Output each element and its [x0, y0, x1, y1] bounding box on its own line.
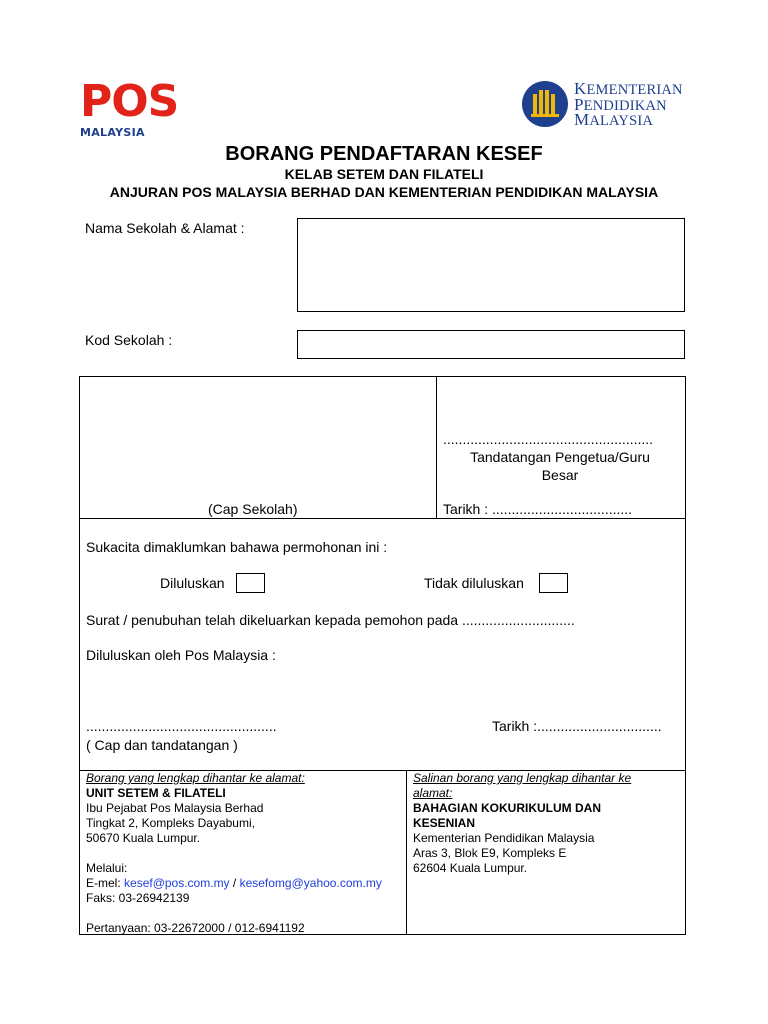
dept-name-1: BAHAGIAN KOKURIKULUM DAN	[413, 801, 601, 815]
signature-line: ......................................................	[443, 431, 654, 447]
school-name-field[interactable]	[297, 218, 685, 312]
not-approved-checkbox[interactable]	[539, 573, 568, 593]
right-address-line3: 62604 Kuala Lumpur.	[413, 861, 528, 875]
email-link-yahoo[interactable]: kesefomg@yahoo.com.my	[239, 876, 382, 890]
approved-checkbox[interactable]	[236, 573, 265, 593]
right-address	[413, 771, 631, 876]
approval-intro: Sukacita dimaklumkan bahawa permohonan ini :	[86, 539, 388, 555]
via-label: Melalui:	[86, 861, 128, 875]
form-organizer: ANJURAN POS MALAYSIA BERHAD DAN KEMENTERIAN PENDIDIKAN MALAYSIA	[109, 184, 659, 200]
form-subtitle: KELAB SETEM DAN FILATELI	[284, 166, 484, 182]
unit-name: UNIT SETEM & FILATELI	[86, 786, 226, 800]
enquiry-line: Pertanyaan: 03-22672000 / 012-6941192	[86, 921, 305, 935]
kementerian-logo	[521, 80, 693, 130]
approved-by-label: Diluluskan oleh Pos Malaysia :	[86, 647, 276, 663]
school-stamp-label: (Cap Sekolah)	[208, 501, 298, 517]
left-address-heading: Borang yang lengkap dihantar ke alamat:	[86, 771, 305, 785]
right-address-line1: Kementerian Pendidikan Malaysia	[413, 831, 595, 845]
signature-label: Tandatangan Pengetua/Guru Besar	[470, 449, 650, 483]
left-address-line3: 50670 Kuala Lumpur.	[86, 831, 201, 845]
left-address-line2: Tingkat 2, Kompleks Dayabumi,	[86, 816, 255, 830]
right-address-heading-2: alamat:	[413, 786, 453, 800]
kpm-emblem-icon	[521, 80, 569, 128]
approver-date: Tarikh :................................	[492, 718, 662, 734]
school-code-label: Kod Sekolah :	[85, 332, 173, 348]
email-line: E-mel: kesef@pos.com.my / kesefomg@yahoo.com.my	[86, 876, 382, 890]
pos-logo-word: POS	[80, 76, 179, 127]
dept-name-2: KESENIAN	[413, 816, 476, 830]
school-name-label: Nama Sekolah & Alamat :	[85, 220, 245, 236]
left-address-line1: Ibu Pejabat Pos Malaysia Berhad	[86, 801, 264, 815]
left-address	[86, 771, 382, 936]
pos-logo-sub: MALAYSIA	[80, 126, 145, 139]
approved-label: Diluluskan	[160, 575, 225, 591]
approver-sign-line: .................................................	[86, 718, 277, 734]
fax-line: Faks: 03-26942139	[86, 891, 190, 905]
email-link-pos[interactable]: kesef@pos.com.my	[124, 876, 230, 890]
school-code-field[interactable]	[297, 330, 685, 359]
right-address-heading-1: Salinan borang yang lengkap dihantar ke	[413, 771, 632, 785]
form-title: BORANG PENDAFTARAN KESEF	[225, 143, 543, 165]
letter-issued-text: Surat / penubuhan telah dikeluarkan kepada pemohon pada .............................	[86, 612, 575, 628]
not-approved-label: Tidak diluluskan	[424, 575, 524, 591]
signature-date: Tarikh : ....................................	[443, 501, 633, 517]
kpm-logo-text: KEMENTERIAN PENDIDIKAN MALAYSIA	[574, 79, 683, 129]
right-address-line2: Aras 3, Blok E9, Kompleks E	[413, 846, 567, 860]
approver-stamp-sign-label: ( Cap dan tandatangan )	[86, 737, 238, 753]
pos-malaysia-logo	[80, 76, 179, 139]
